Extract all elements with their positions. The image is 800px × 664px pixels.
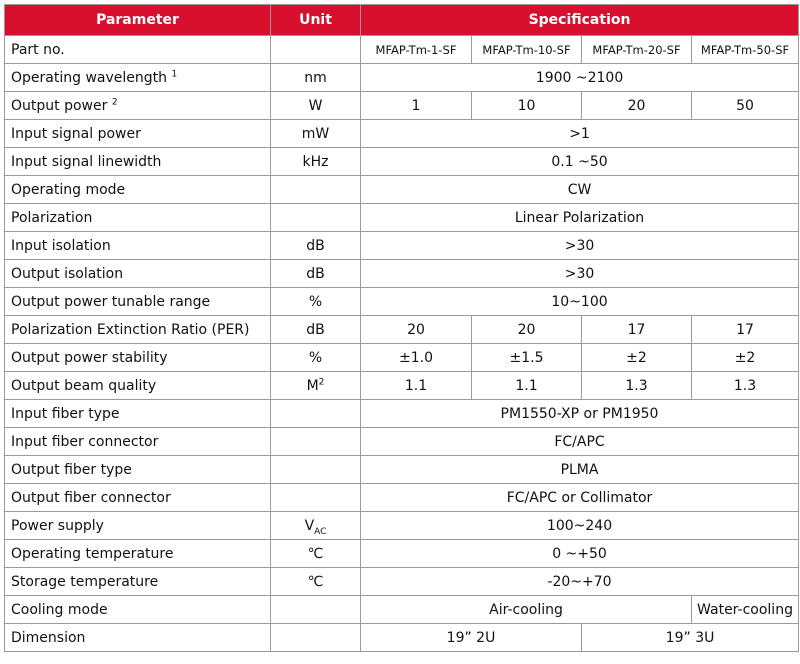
table-row [5,64,799,92]
row-label: Output power $^2$ [5,92,271,120]
row-label: Input isolation [5,232,271,260]
row-unit [271,176,361,204]
table-row [5,456,799,484]
row-unit: kHz [271,148,361,176]
row-value: ±1.5 [472,344,582,372]
row-value: >1 [361,120,799,148]
row-value: Linear Polarization [361,204,799,232]
row-unit: ℃ [271,540,361,568]
row-unit: nm [271,64,361,92]
row-label: Dimension [5,624,271,652]
footnote-marker: 2 [111,96,118,107]
row-unit: % [271,344,361,372]
table-row [5,624,799,652]
row-label: Output isolation [5,260,271,288]
row-value: Water-cooling [692,596,799,624]
row-unit: ℃ [271,568,361,596]
row-value: 1.3 [692,372,799,400]
row-unit: $V_{AC}$ [271,512,361,540]
row-value: 10 [472,92,582,120]
table-row [5,204,799,232]
row-unit: dB [271,316,361,344]
row-label: Storage temperature [5,568,271,596]
row-label: Input signal linewidth [5,148,271,176]
table-row [5,260,799,288]
row-label: Input fiber connector [5,428,271,456]
row-value: 10~100 [361,288,799,316]
table-row [5,176,799,204]
row-unit [271,624,361,652]
row-label: Output power tunable range [5,288,271,316]
row-value: 19” 3U [582,624,799,652]
row-unit [271,596,361,624]
table-row [5,484,799,512]
header-row [5,5,799,36]
table-row [5,232,799,260]
table-row [5,540,799,568]
row-unit [271,456,361,484]
row-unit: mW [271,120,361,148]
model-cell: MFAP-Tm-50-SF [692,36,799,64]
row-label: Polarization Extinction Ratio (PER) [5,316,271,344]
row-value: 17 [582,316,692,344]
row-value: 1 [361,92,472,120]
row-label: Output fiber connector [5,484,271,512]
row-label: Output fiber type [5,456,271,484]
row-value: 20 [361,316,472,344]
row-value: CW [361,176,799,204]
table-row [5,512,799,540]
row-value: Air-cooling [361,596,692,624]
table-row [5,568,799,596]
row-label: Power supply [5,512,271,540]
table-row [5,36,799,64]
specification-table [4,4,799,652]
row-label: Input fiber type [5,400,271,428]
table-row [5,400,799,428]
row-label: Operating wavelength $^1$ [5,64,271,92]
table-row [5,120,799,148]
row-value: 0 ~+50 [361,540,799,568]
model-cell: MFAP-Tm-1-SF [361,36,472,64]
row-label: Polarization [5,204,271,232]
table-row [5,288,799,316]
row-value: -20~+70 [361,568,799,596]
row-label: Part no. [5,36,271,64]
header-specification: Specification [361,5,799,36]
table-row [5,596,799,624]
table-row [5,148,799,176]
row-value: >30 [361,232,799,260]
row-value: >30 [361,260,799,288]
row-unit [271,36,361,64]
row-value: ±2 [692,344,799,372]
row-value: 50 [692,92,799,120]
table-row [5,344,799,372]
header-unit: Unit [271,5,361,36]
row-value: 17 [692,316,799,344]
row-label: Operating temperature [5,540,271,568]
table-row [5,316,799,344]
row-value: 0.1 ~50 [361,148,799,176]
row-label: Output beam quality [5,372,271,400]
row-value: 19” 2U [361,624,582,652]
row-value: FC/APC [361,428,799,456]
row-label: Cooling mode [5,596,271,624]
row-unit [271,484,361,512]
row-value: 100~240 [361,512,799,540]
row-unit: dB [271,232,361,260]
row-value: 20 [472,316,582,344]
table-row [5,428,799,456]
row-value: 1900 ~2100 [361,64,799,92]
row-unit: $M^2$ [271,372,361,400]
row-value: 1.1 [361,372,472,400]
row-value: 20 [582,92,692,120]
row-value: FC/APC or Collimator [361,484,799,512]
row-value: 1.3 [582,372,692,400]
row-unit [271,204,361,232]
row-label: Input signal power [5,120,271,148]
row-value: PM1550-XP or PM1950 [361,400,799,428]
row-value: ±2 [582,344,692,372]
row-label: Operating mode [5,176,271,204]
table-row [5,372,799,400]
row-unit: % [271,288,361,316]
row-unit: dB [271,260,361,288]
table-row [5,92,799,120]
row-value: ±1.0 [361,344,472,372]
row-unit: W [271,92,361,120]
row-value: 1.1 [472,372,582,400]
row-value: PLMA [361,456,799,484]
row-unit [271,428,361,456]
footnote-marker: 1 [171,68,178,79]
row-label: Output power stability [5,344,271,372]
model-cell: MFAP-Tm-20-SF [582,36,692,64]
row-unit [271,400,361,428]
header-parameter: Parameter [5,5,271,36]
model-cell: MFAP-Tm-10-SF [472,36,582,64]
